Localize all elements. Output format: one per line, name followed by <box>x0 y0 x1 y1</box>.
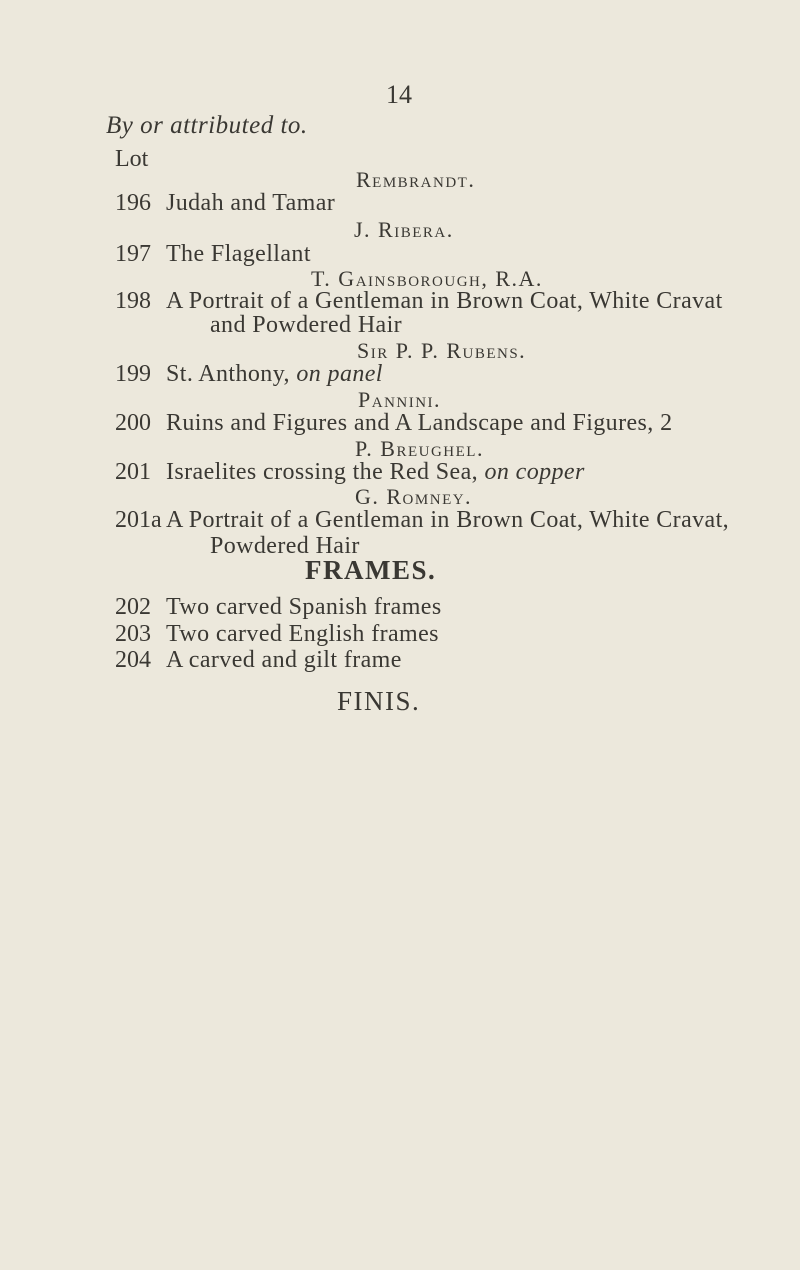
lot-number: 198 <box>115 288 151 314</box>
page-number: 14 <box>386 80 412 109</box>
lot-title-continued: Powdered Hair <box>210 533 360 559</box>
artist-name: Rembrandt. <box>356 167 476 192</box>
lot-medium: on panel <box>296 361 383 387</box>
section-heading: By or attributed to. <box>106 112 308 139</box>
lot-title: A Portrait of a Gentleman in Brown Coat, White Cravat <box>166 288 723 314</box>
artist-name: T. Gainsborough, R.A. <box>311 266 543 291</box>
lot-number: 201a <box>115 507 162 533</box>
artist-name: Sir P. P. Rubens. <box>357 338 527 363</box>
lot-title-continued: and Powdered Hair <box>210 312 403 338</box>
lot-number: 204 <box>115 647 151 673</box>
lot-number: 201 <box>115 459 151 485</box>
lot-column-label: Lot <box>115 146 149 172</box>
lot-number: 200 <box>115 410 151 436</box>
lot-title-text: St. Anthony, <box>166 361 290 387</box>
lot-title <box>166 361 383 388</box>
frame-title: Two carved English frames <box>166 621 439 647</box>
lot-number: 202 <box>115 594 151 620</box>
lot-title-text: Israelites crossing the Red Sea, <box>166 459 479 485</box>
artist-name: P. Breughel. <box>355 436 484 461</box>
lot-number: 197 <box>115 241 151 267</box>
artist-name: Pannini. <box>358 387 442 412</box>
artist-name: G. Romney. <box>355 484 473 509</box>
finis-text: FINIS. <box>337 686 421 716</box>
lot-number: 203 <box>115 621 151 647</box>
lot-title <box>166 459 585 486</box>
lot-number: 199 <box>115 361 151 387</box>
lot-title: Judah and Tamar <box>166 190 336 216</box>
frames-heading: FRAMES. <box>305 555 437 585</box>
lot-title: A Portrait of a Gentleman in Brown Coat, White Cravat, <box>166 507 730 533</box>
artist-name: J. Ribera. <box>354 217 454 242</box>
lot-title: The Flagellant <box>166 241 311 267</box>
lot-number: 196 <box>115 190 151 216</box>
lot-medium: on copper <box>484 459 585 485</box>
frame-title: Two carved Spanish frames <box>166 594 442 620</box>
frame-title: A carved and gilt frame <box>166 647 402 673</box>
lot-title: Ruins and Figures and A Landscape and Figures, 2 <box>166 410 673 436</box>
